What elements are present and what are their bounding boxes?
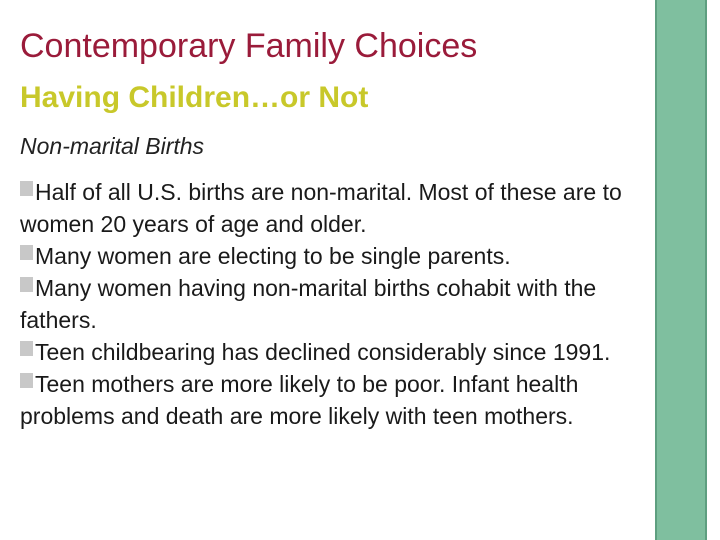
bullet-text: Many women having non-marital births cohabit with the fathers. (20, 275, 597, 333)
slide-subtitle: Having Children…or Not (20, 81, 369, 114)
bullet-text: Teen mothers are more likely to be poor. Infant health problems and death are more likely with teen mothers. (20, 371, 579, 429)
bullet-item (20, 336, 640, 368)
decorative-side-bar (655, 0, 707, 540)
bullet-item (20, 176, 640, 240)
bullet-list (20, 176, 640, 432)
square-bullet-icon (20, 373, 33, 388)
slide-title: Contemporary Family Choices (20, 27, 478, 65)
bullet-item (20, 240, 640, 272)
bullet-item (20, 272, 640, 336)
bullet-text: Many women are electing to be single parents. (35, 243, 511, 269)
square-bullet-icon (20, 181, 33, 196)
bullet-text: Half of all U.S. births are non-marital. Most of these are to women 20 years of age and older. (20, 179, 622, 237)
square-bullet-icon (20, 341, 33, 356)
section-heading: Non-marital Births (20, 133, 205, 159)
square-bullet-icon (20, 277, 33, 292)
square-bullet-icon (20, 245, 33, 260)
bullet-text: Teen childbearing has declined considerably since 1991. (35, 339, 611, 365)
bullet-item (20, 368, 640, 432)
